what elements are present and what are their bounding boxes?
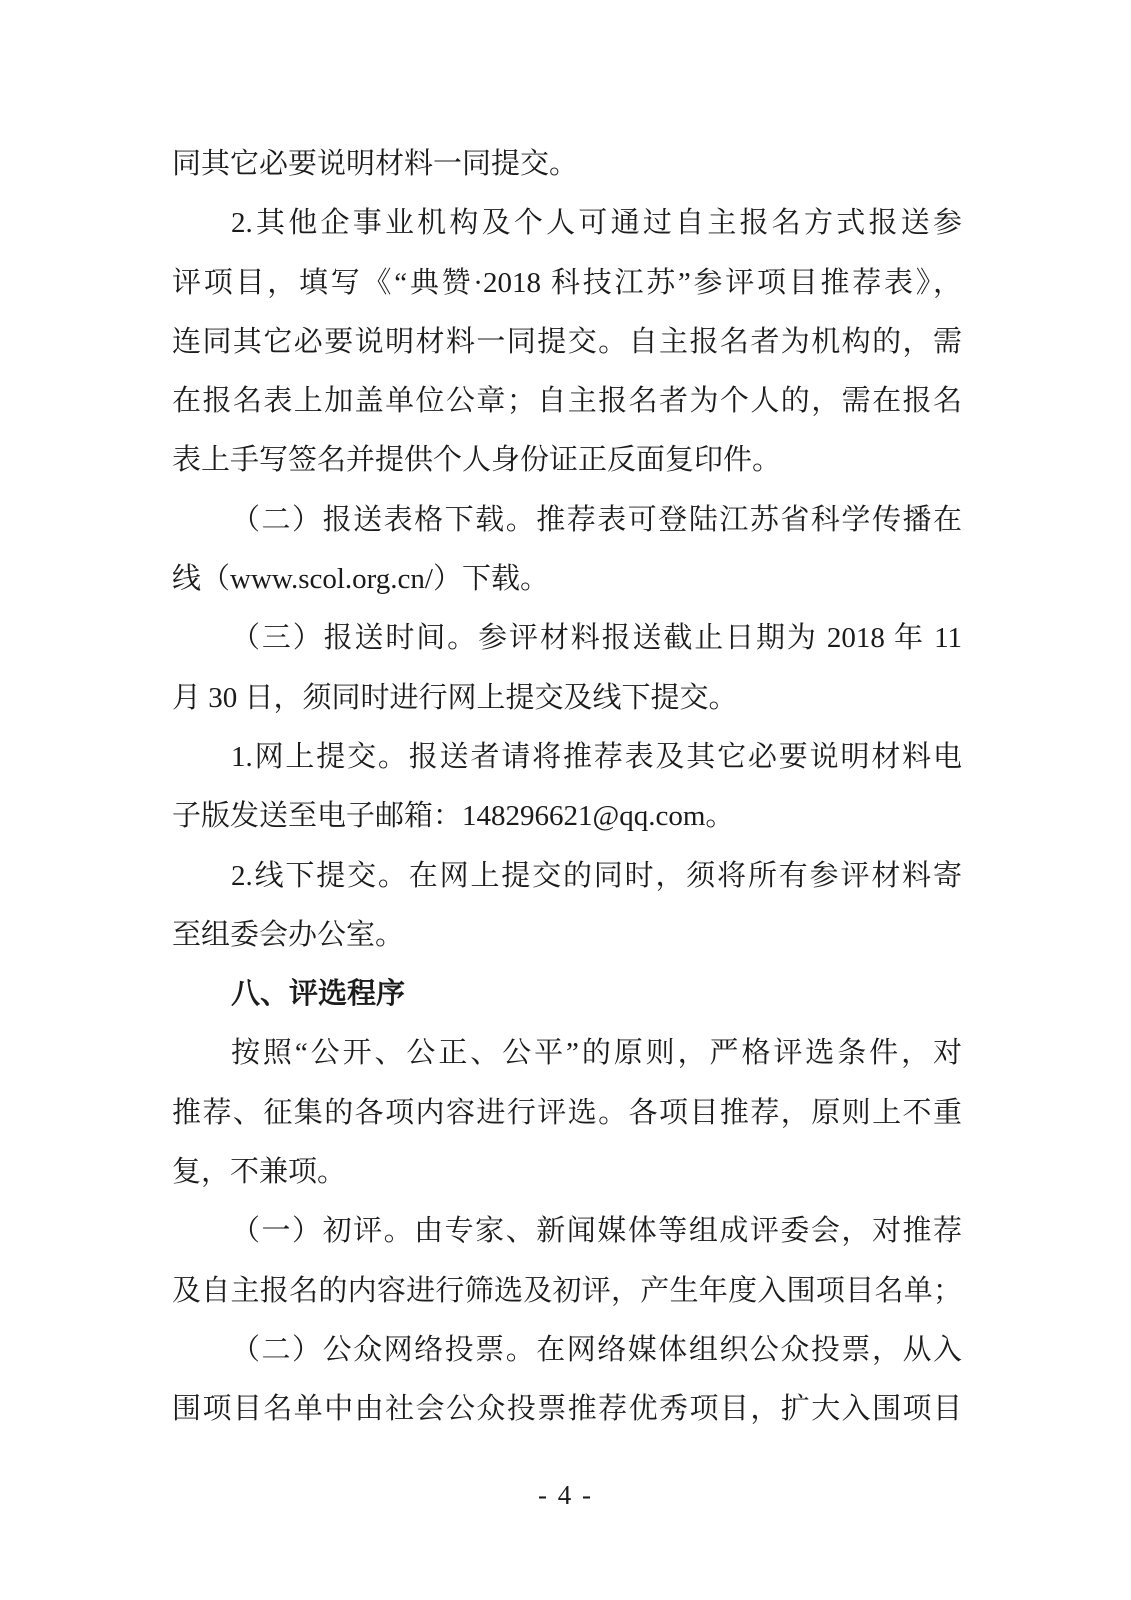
text-line: 2.线下提交。在网上提交的同时，须将所有参评材料寄 <box>231 859 962 892</box>
text-line: 子版发送至电子邮箱：148296621@qq.com。 <box>172 800 735 833</box>
text-line: 月 30 日，须同时进行网上提交及线下提交。 <box>172 681 738 714</box>
text-line: 至组委会办公室。 <box>172 918 405 951</box>
text-line: 连同其它必要说明材料一同提交。自主报名者为机构的，需 <box>172 325 962 358</box>
text-line: （二）报送表格下载。推荐表可登陆江苏省科学传播在 <box>231 503 962 536</box>
text-line: （一）初评。由专家、新闻媒体等组成评委会，对推荐 <box>231 1215 962 1248</box>
page-number: - 4 - <box>538 1480 593 1510</box>
text-line: （二）公众网络投票。在网络媒体组织公众投票，从入 <box>231 1333 962 1366</box>
text-line: 同其它必要说明材料一同提交。 <box>172 148 579 180</box>
text-line: 1.网上提交。报送者请将推荐表及其它必要说明材料电 <box>231 740 962 773</box>
text-line: 评项目，填写《“典赞·2018 科技江苏”参评项目推荐表》， <box>172 266 962 299</box>
text-line: （三）报送时间。参评材料报送截止日期为 2018 年 11 <box>231 622 962 655</box>
text-line: 2.其他企事业机构及个人可通过自主报名方式报送参 <box>231 207 962 240</box>
text-line: 线（www.scol.org.cn/）下载。 <box>172 563 549 596</box>
text-line: 推荐、征集的各项内容进行评选。各项目推荐，原则上不重 <box>172 1096 962 1129</box>
text-line: 按照“公开、公正、公平”的原则，严格评选条件，对 <box>231 1037 962 1070</box>
text-line: 在报名表上加盖单位公章；自主报名者为个人的，需在报名 <box>172 385 962 418</box>
document-body <box>172 135 962 1440</box>
text-line: 表上手写签名并提供个人身份证正反面复印件。 <box>172 444 782 477</box>
text-line: 及自主报名的内容进行筛选及初评，产生年度入围项目名单； <box>172 1274 962 1307</box>
text-line: 围项目名单中由社会公众投票推荐优秀项目，扩大入围项目 <box>172 1393 962 1426</box>
text-line: 八、评选程序 <box>231 978 406 1011</box>
text-line: 复，不兼项。 <box>172 1156 347 1189</box>
